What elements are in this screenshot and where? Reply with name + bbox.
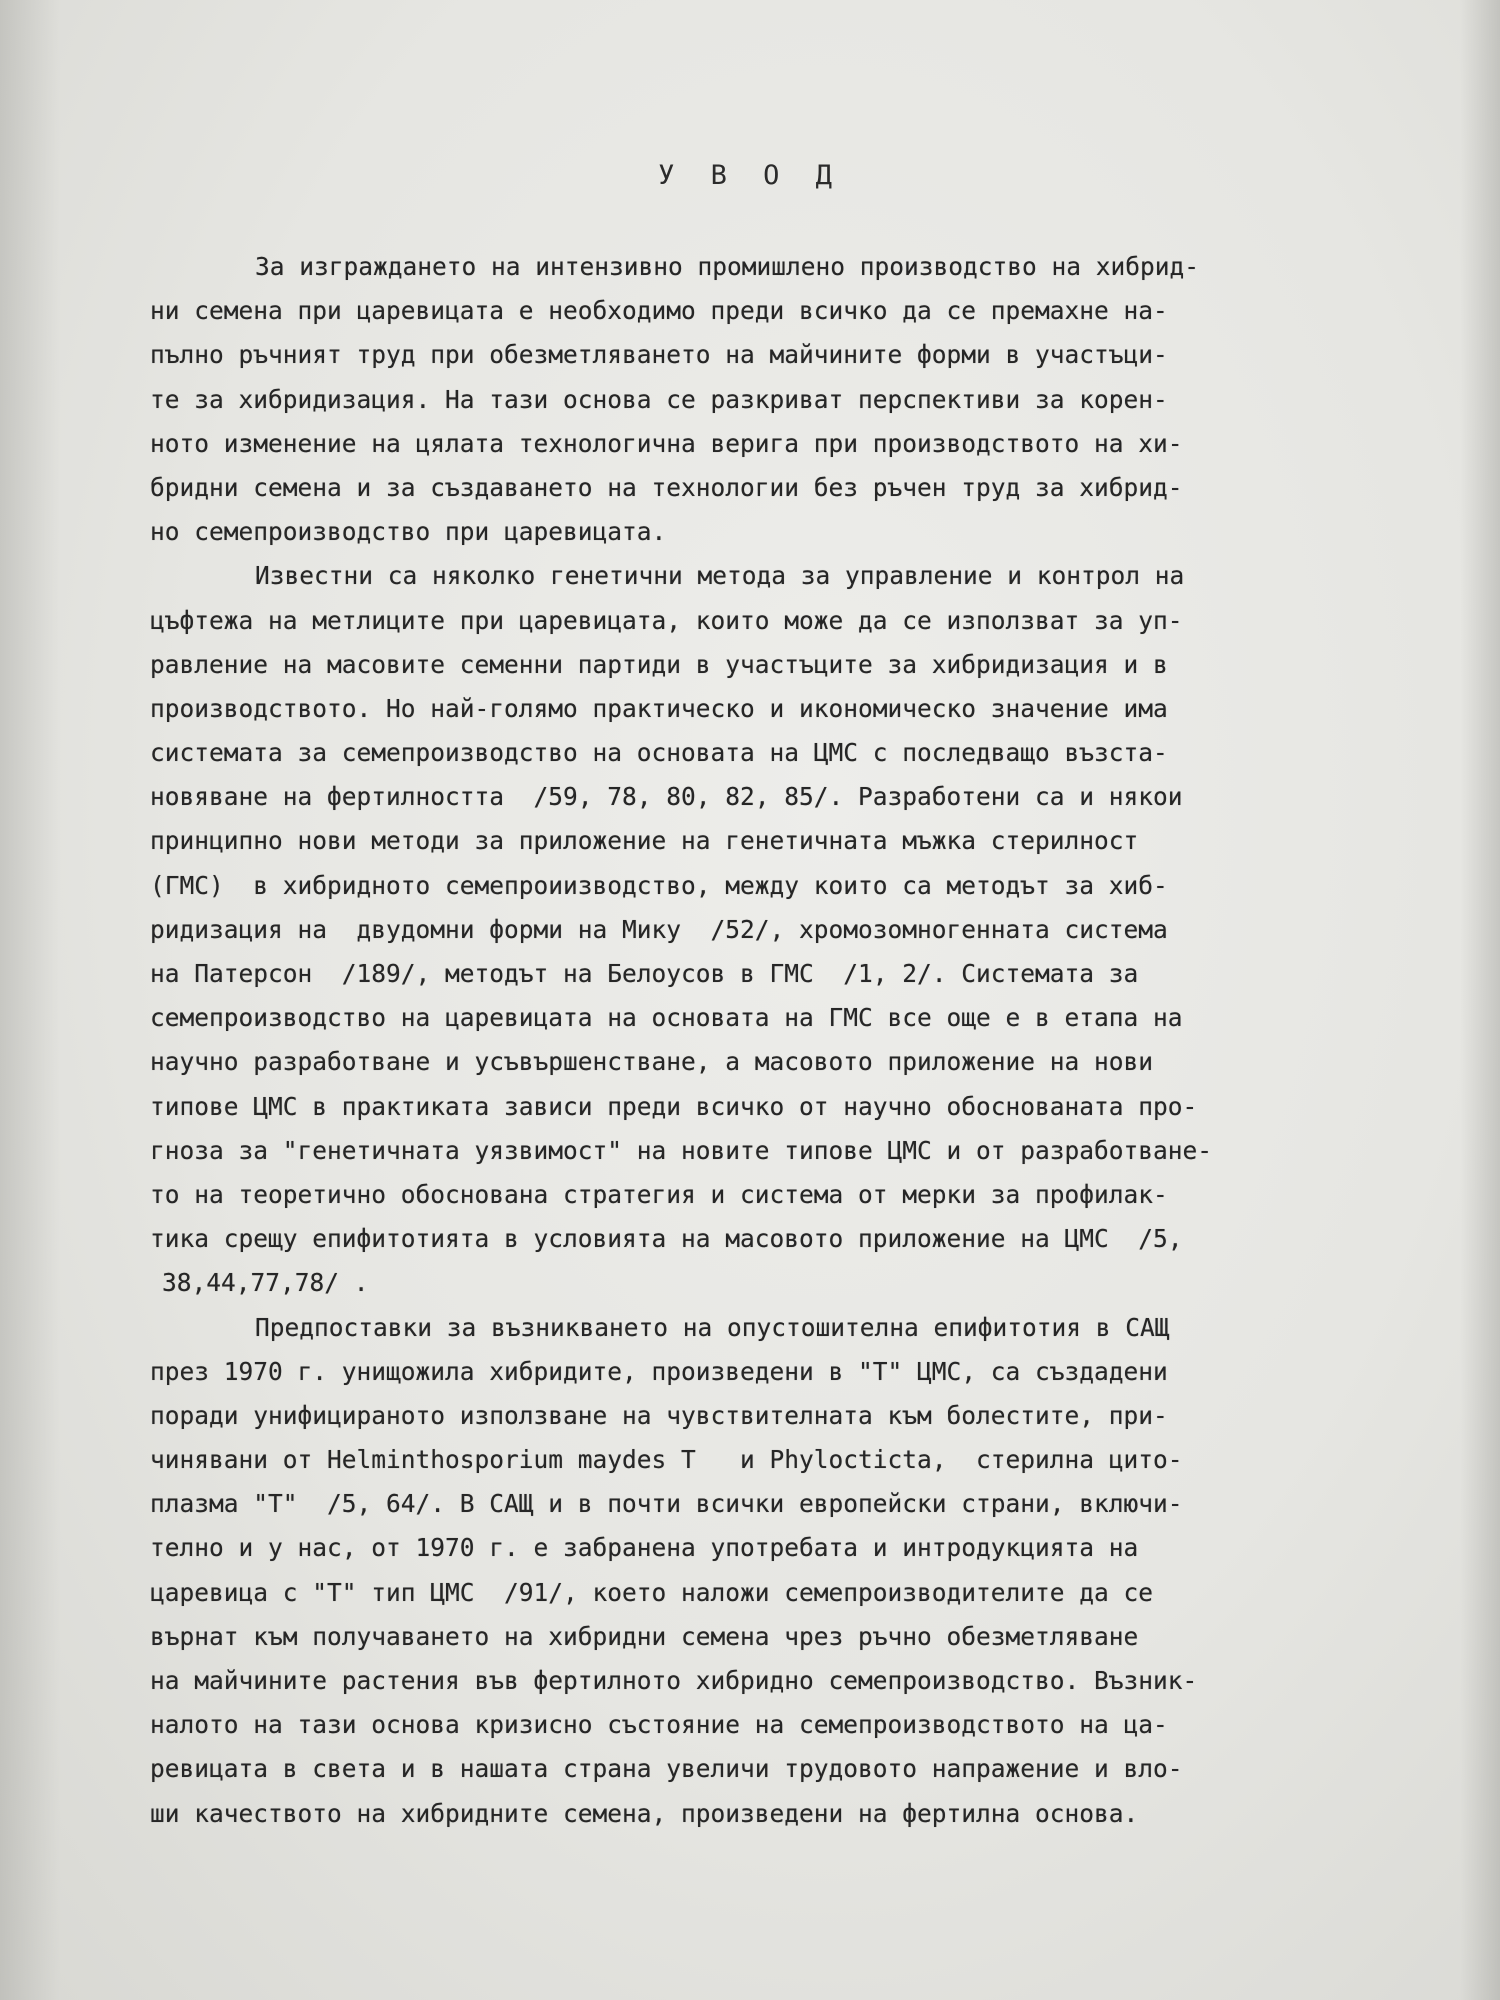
text-line: чинявани от Helminthosporium maydes Т и Phylocticta, стерилна цито- — [150, 1445, 1183, 1475]
text-line: семепроизводство на царевицата на основата на ГМС все още е в етапа на — [150, 1003, 1183, 1033]
text-line: типове ЦМС в практиката зависи преди всичко от научно обоснованата про- — [150, 1091, 1198, 1121]
body-text — [150, 245, 1420, 1836]
text-line: тика срещу епифитотията в условията на масовото приложение на ЦМС /5, — [150, 1224, 1183, 1254]
text-line: новяване на фертилността /59, 78, 80, 82, 85/. Разработени са и някои — [150, 782, 1183, 812]
text-line: ни семена при царевицата е необходимо преди всичко да се премахне на- — [150, 296, 1168, 326]
text-line: плазма "Т" /5, 64/. В САЩ и в почти всички европейски страни, включи- — [150, 1489, 1183, 1519]
text-line: ши качеството на хибридните семена, произведени на фертилна основа. — [150, 1798, 1139, 1828]
text-line: производството. Но най-голямо практическо и икономическо значение има — [150, 693, 1168, 723]
text-line: бридни семена и за създаването на технологии без ръчен труд за хибрид- — [150, 472, 1183, 502]
text-line: гноза за "генетичната уязвимост" на новите типове ЦМС и от разработване- — [150, 1135, 1213, 1165]
text-line: ревицата в света и в нашата страна увеличи трудовото напражение и вло- — [150, 1754, 1183, 1784]
text-line: системата за семепроизводство на основата на ЦМС с последващо възста- — [150, 738, 1168, 768]
text-line: пълно ръчният труд при обезметляването на майчините форми в участъци- — [150, 340, 1168, 370]
text-line: царевица с "Т" тип ЦМС /91/, което наложи семепроизводителите да се — [150, 1577, 1154, 1607]
text-line: но семепроизводство при царевицата. — [150, 517, 667, 547]
text-line: (ГМС) в хибридното семепроиизводство, между които са методът за хиб- — [150, 870, 1168, 900]
text-line: Предпоставки за възникването на опустошителна епифитотия в САЩ — [255, 1312, 1170, 1342]
text-line: 38,44,77,78/ . — [162, 1268, 369, 1298]
text-line: на Патерсон /189/, методът на Белоусов в ГМС /1, 2/. Системата за — [150, 959, 1139, 988]
text-line: телно и у нас, от 1970 г. е забранена употребата и интродукцията на — [150, 1533, 1139, 1563]
text-line: налото на тази основа кризисно състояние на семепроизводството на ца- — [150, 1710, 1168, 1740]
text-line: научно разработване и усъвършенстване, а масовото приложение на нови — [150, 1047, 1154, 1077]
text-line: през 1970 г. унищожила хибридите, произведени в "Т" ЦМС, са създадени — [150, 1356, 1168, 1386]
text-line: равление на масовите семенни партиди в участъците за хибридизация и в — [150, 649, 1168, 679]
text-line: те за хибридизация. На тази основа се разкриват перспективи за корен- — [150, 384, 1168, 414]
text-line: За изграждането на интензивно промишлено производство на хибрид- — [255, 252, 1200, 281]
text-line: ното изменение на цялата технологична верига при производството на хи- — [150, 428, 1183, 458]
page-title: У В О Д — [658, 160, 842, 191]
text-line: то на теоретично обоснована стратегия и система от мерки за профилак- — [150, 1179, 1168, 1209]
text-line: ридизация на двудомни форми на Мику /52/, хромозомногенната система — [150, 914, 1168, 944]
text-line: поради унифицираното използване на чувствителната към болестите, при- — [150, 1400, 1168, 1430]
text-line: принципно нови методи за приложение на генетичната мъжка стерилност — [150, 826, 1139, 856]
text-line: цъфтежа на метлиците при царевицата, които може да се използват за уп- — [150, 605, 1183, 635]
text-line: върнат към получаването на хибридни семена чрез ръчно обезметляване — [150, 1621, 1139, 1651]
text-line: на майчините растения във фертилното хибридно семепроизводство. Възник- — [150, 1666, 1198, 1695]
text-line: Известни са няколко генетични метода за управление и контрол на — [255, 561, 1185, 591]
